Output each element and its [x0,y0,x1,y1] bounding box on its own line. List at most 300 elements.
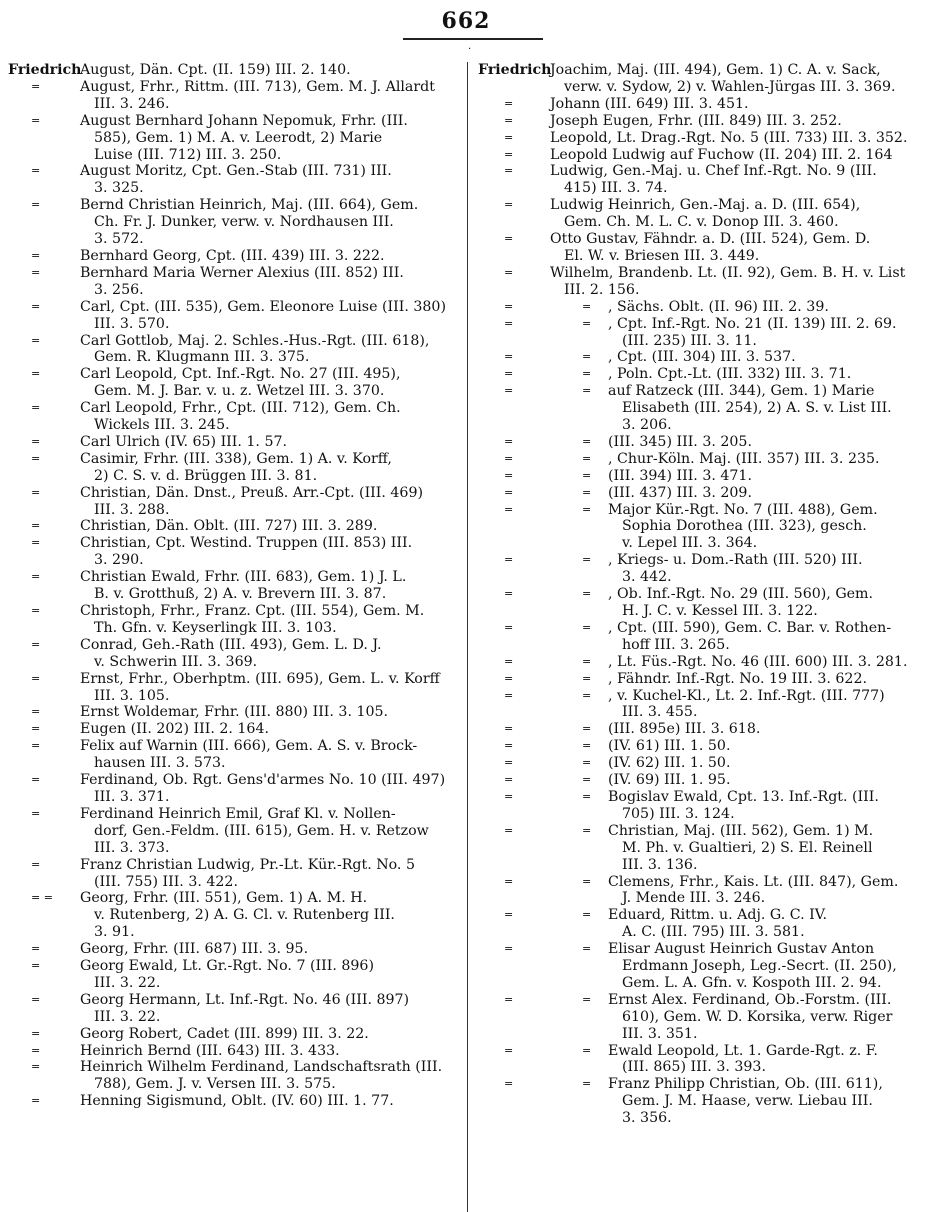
entry-line: auf Ratzeck (III. 344), Gem. 1) Marie [608,383,875,400]
index-entry [8,671,460,705]
entry-line: , Kriegs- u. Dom.-Rath (III. 520) III. [608,552,863,569]
ditto-mark: = [504,654,514,668]
ditto-mark: = [31,1094,41,1108]
entry-line: Carl Leopold, Frhr., Cpt. (III. 712), Gem. Ch. [80,400,401,417]
ditto-mark: = [504,502,514,516]
index-entry [8,163,460,197]
entry-line: (III. 235) III. 3. 11. [622,332,757,349]
index-entry [8,958,460,992]
entry-head: Friedrich [478,62,552,78]
index-entry [8,992,460,1026]
ditto-mark-secondary: = [582,756,592,770]
entry-line: Georg Hermann, Lt. Inf.-Rgt. No. 46 (III. 897) [80,991,410,1008]
ditto-mark: = [504,384,514,398]
entry-line: Carl Ulrich (IV. 65) III. 1. 57. [80,433,288,450]
entry-line: , Ob. Inf.-Rgt. No. 29 (III. 560), Gem. [608,586,874,603]
ditto-mark: = [31,519,41,533]
header-rule [403,38,543,40]
index-entry [8,62,460,79]
page-number: 662 [441,8,491,34]
entry-line: 3. 91. [94,924,135,941]
ditto-mark-secondary: = [582,468,592,482]
header-dot: · [468,44,472,55]
entry-line: Johann (III. 649) III. 3. 451. [550,95,749,112]
index-entry [8,1059,460,1093]
ditto-mark: = [504,874,514,888]
ditto-mark: = [504,620,514,634]
entry-line: Georg, Frhr. (III. 687) III. 3. 95. [80,941,309,958]
entry-line: III. 3. 455. [622,704,698,721]
entry-line: Bogislav Ewald, Cpt. 13. Inf.-Rgt. (III. [608,788,879,805]
ditto-mark: = [31,113,41,127]
ditto-mark: = [504,130,514,144]
entry-line: Sophia Dorothea (III. 323), gesch. [622,518,867,535]
ditto-mark: = [504,164,514,178]
index-entry [478,738,924,755]
entry-line: Eduard, Rittm. u. Adj. G. C. IV. [608,907,828,924]
entry-line: III. 3. 371. [94,788,170,805]
index-entry [478,1076,924,1127]
ditto-mark: = [504,1043,514,1057]
entry-line: III. 3. 351. [622,1025,698,1042]
entry-line: Bernhard Georg, Cpt. (III. 439) III. 3. 222. [80,247,385,264]
entry-line: (IV. 62) III. 1. 50. [608,755,731,772]
ditto-mark: = [31,739,41,753]
entry-head: Friedrich [8,62,82,78]
entry-line: Ferdinand, Ob. Rgt. Gens'd'armes No. 10 (III. 497) [80,772,446,789]
index-entry [478,485,924,502]
ditto-mark: = [31,248,41,262]
entry-line: III. 3. 288. [94,501,170,518]
ditto-mark-secondary: = [582,654,592,668]
index-entry [478,992,924,1043]
entry-line: El. W. v. Briesen III. 3. 449. [564,247,760,264]
entry-line: Bernhard Maria Werner Alexius (III. 852) III. [80,264,404,281]
entry-line: Gem. Ch. M. L. C. v. Donop III. 3. 460. [564,214,839,231]
index-entry [478,1043,924,1077]
index-entry [478,772,924,789]
entry-line: 610), Gem. W. D. Korsika, verw. Riger [622,1008,893,1025]
index-entry [478,468,924,485]
ditto-mark: = [31,722,41,736]
entry-line: Conrad, Geh.-Rath (III. 493), Gem. L. D. J. [80,636,382,653]
entry-line: (IV. 69) III. 1. 95. [608,772,731,789]
index-entry [478,721,924,738]
entry-line: v. Lepel III. 3. 364. [622,535,758,552]
ditto-mark: = [31,992,41,1006]
ditto-mark: = [31,79,41,93]
index-entry [478,231,924,265]
ditto-mark-secondary: = [582,688,592,702]
entry-line: (III. 345) III. 3. 205. [608,433,752,450]
ditto-mark-secondary: = [582,350,592,364]
ditto-mark: = [504,992,514,1006]
index-entry [8,485,460,519]
entry-line: Gem. R. Klugmann III. 3. 375. [94,349,310,366]
ditto-mark-secondary: = [582,1077,592,1091]
entry-line: III. 3. 136. [622,856,698,873]
entry-line: Georg Robert, Cadet (III. 899) III. 3. 22. [80,1025,369,1042]
entry-line: III. 3. 373. [94,839,170,856]
index-entry [8,434,460,451]
ditto-mark: = [31,1026,41,1040]
ditto-mark: = [504,96,514,110]
entry-line: Ernst Alex. Ferdinand, Ob.-Forstm. (III. [608,991,892,1008]
ditto-mark-secondary: = [582,553,592,567]
ditto-mark: = [31,485,41,499]
ditto-mark: = [31,570,41,584]
ditto-mark: = [31,536,41,550]
ditto-mark: = [504,688,514,702]
entry-line: Ch. Fr. J. Dunker, verw. v. Nordhausen III. [94,214,394,231]
index-entry [8,518,460,535]
ditto-mark-secondary: = [582,671,592,685]
entry-line: , Sächs. Oblt. (II. 96) III. 2. 39. [608,298,829,315]
ditto-mark: = = [31,891,53,905]
index-entry [478,147,924,164]
ditto-mark: = [31,1043,41,1057]
entry-line: Leopold Ludwig auf Fuchow (II. 204) III. 2. 164 [550,146,893,163]
entry-line: 415) III. 3. 74. [564,180,668,197]
ditto-mark: = [31,451,41,465]
ditto-mark-secondary: = [582,823,592,837]
index-entry [478,907,924,941]
entry-line: J. Mende III. 3. 246. [622,890,766,907]
ditto-mark-secondary: = [582,992,592,1006]
entry-line: August Moritz, Cpt. Gen.-Stab (III. 731) III. [80,163,392,180]
entry-line: Christoph, Frhr., Franz. Cpt. (III. 554), Gem. M. [80,603,425,619]
index-entry [8,248,460,265]
index-entry [478,96,924,113]
ditto-mark: = [31,333,41,347]
ditto-mark-secondary: = [582,739,592,753]
entry-line: verw. v. Sydow, 2) v. Wahlen-Jürgas III. 3. 369. [564,78,896,95]
entry-line: Luise (III. 712) III. 3. 250. [94,146,282,163]
ditto-mark: = [504,451,514,465]
ditto-mark: = [504,316,514,330]
ditto-mark: = [31,705,41,719]
ditto-mark: = [504,908,514,922]
index-entry [478,671,924,688]
entry-line: Carl, Cpt. (III. 535), Gem. Eleonore Luise (III. 380) [80,298,446,315]
ditto-mark-secondary: = [582,434,592,448]
entry-line: Gem. M. J. Bar. v. u. z. Wetzel III. 3. 370. [94,383,385,400]
index-entry [8,535,460,569]
index-entry [8,333,460,367]
entry-line: Elisar August Heinrich Gustav Anton [608,941,875,958]
entry-line: Ludwig Heinrich, Gen.-Maj. a. D. (III. 654), [550,197,861,214]
entry-line: Gem. J. M. Haase, verw. Liebau III. [622,1093,873,1110]
ditto-mark: = [31,434,41,448]
index-entry [8,569,460,603]
ditto-mark: = [504,722,514,736]
index-entry [478,383,924,434]
entry-line: Eugen (II. 202) III. 2. 164. [80,721,269,738]
entry-line: v. Schwerin III. 3. 369. [94,653,258,670]
index-entry [8,1026,460,1043]
entry-line: August, Dän. Cpt. (II. 159) III. 2. 140. [80,62,351,78]
index-entry [8,1093,460,1110]
ditto-mark-secondary: = [582,384,592,398]
entry-line: Joseph Eugen, Frhr. (III. 849) III. 3. 252. [550,112,842,129]
entry-line: Wickels III. 3. 245. [94,417,230,434]
index-entry [8,637,460,671]
ditto-mark: = [31,401,41,415]
entry-line: Franz Philipp Christian, Ob. (III. 611), [608,1076,883,1093]
index-entry [8,113,460,164]
ditto-mark-secondary: = [582,1043,592,1057]
entry-line: v. Rutenberg, 2) A. G. Cl. v. Rutenberg III. [94,907,395,924]
index-entry [478,789,924,823]
entry-line: Felix auf Warnin (III. 666), Gem. A. S. v. Brock- [80,738,418,755]
entry-line: Georg Ewald, Lt. Gr.-Rgt. No. 7 (III. 896) [80,958,374,975]
entry-line: hoff III. 3. 265. [622,636,730,653]
entry-line: 2) C. S. v. d. Brüggen III. 3. 81. [94,467,318,484]
index-entry [478,265,924,299]
index-entry [8,1043,460,1060]
entry-line: (III. 865) III. 3. 393. [622,1059,766,1076]
entry-line: M. Ph. v. Gualtieri, 2) S. El. Reinell [622,839,873,856]
entry-line: III. 3. 22. [94,974,161,991]
entry-line: , v. Kuchel-Kl., Lt. 2. Inf.-Rgt. (III. 777) [608,687,885,704]
entry-line: Christian, Cpt. Westind. Truppen (III. 853) III. [80,535,413,552]
ditto-mark: = [31,265,41,279]
ditto-mark-secondary: = [582,587,592,601]
entry-line: Henning Sigismund, Oblt. (IV. 60) III. 1. 77. [80,1093,394,1110]
ditto-mark: = [504,299,514,313]
ditto-mark: = [504,789,514,803]
column-divider [467,62,468,1212]
entry-line: Georg, Frhr. (III. 551), Gem. 1) A. M. H. [80,890,368,907]
index-entry [8,772,460,806]
index-entry [8,704,460,721]
ditto-mark: = [504,739,514,753]
entry-line: III. 3. 22. [94,1008,161,1025]
index-entry [478,130,924,147]
entry-line: , Fähndr. Inf.-Rgt. No. 19 III. 3. 622. [608,670,867,687]
ditto-mark: = [504,587,514,601]
ditto-mark: = [31,198,41,212]
index-entry [8,941,460,958]
ditto-mark-secondary: = [582,316,592,330]
ditto-mark-secondary: = [582,942,592,956]
ditto-mark: = [504,773,514,787]
ditto-mark-secondary: = [582,485,592,499]
entry-line: (IV. 61) III. 1. 50. [608,738,731,755]
entry-line: (III. 394) III. 3. 471. [608,467,752,484]
entry-line: 788), Gem. J. v. Versen III. 3. 575. [94,1076,336,1093]
index-entry [478,299,924,316]
entry-line: Ewald Leopold, Lt. 1. Garde-Rgt. z. F. [608,1042,878,1059]
ditto-mark-secondary: = [582,299,592,313]
entry-line: A. C. (III. 795) III. 3. 581. [622,924,805,941]
entry-line: H. J. C. v. Kessel III. 3. 122. [622,603,818,619]
ditto-mark: = [31,637,41,651]
entry-line: Christian, Maj. (III. 562), Gem. 1) M. [608,822,874,839]
index-entry [8,400,460,434]
index-entry [8,806,460,857]
index-entry [8,451,460,485]
index-entry [8,299,460,333]
ditto-mark: = [504,147,514,161]
entry-line: 3. 442. [622,569,672,586]
ditto-mark: = [504,113,514,127]
index-entry [8,857,460,891]
index-entry [478,654,924,671]
entry-line: hausen III. 3. 573. [94,755,226,772]
entry-line: (III. 895e) III. 3. 618. [608,721,761,738]
ditto-mark: = [504,942,514,956]
ditto-mark: = [31,773,41,787]
index-entry [478,586,924,620]
ditto-mark-secondary: = [582,502,592,516]
entry-line: Ferdinand Heinrich Emil, Graf Kl. v. Nollen- [80,805,396,822]
entry-line: B. v. Grotthuß, 2) A. v. Brevern III. 3. 87. [94,586,387,603]
ditto-mark-secondary: = [582,620,592,634]
entry-line: Gem. L. A. Gfn. v. Kospoth III. 2. 94. [622,974,882,991]
index-entry [478,197,924,231]
entry-line: Christian, Dän. Dnst., Preuß. Arr.-Cpt. (III. 469) [80,484,424,501]
entry-line: Joachim, Maj. (III. 494), Gem. 1) C. A. v. Sack, [550,62,881,78]
ditto-mark: = [31,1060,41,1074]
index-entry [478,113,924,130]
ditto-mark: = [31,164,41,178]
index-entry [478,874,924,908]
entry-line: Franz Christian Ludwig, Pr.-Lt. Kür.-Rgt. No. 5 [80,856,415,873]
ditto-mark: = [504,232,514,246]
ditto-mark: = [31,671,41,685]
ditto-mark: = [504,1077,514,1091]
ditto-mark: = [31,367,41,381]
ditto-mark: = [504,671,514,685]
entry-line: Carl Leopold, Cpt. Inf.-Rgt. No. 27 (III. 495), [80,366,401,383]
entry-line: III. 2. 156. [564,281,640,298]
entry-line: August Bernhard Johann Nepomuk, Frhr. (III. [80,112,408,129]
ditto-mark: = [31,942,41,956]
entry-line: , Chur-Köln. Maj. (III. 357) III. 3. 235. [608,450,880,467]
entry-line: Ernst Woldemar, Frhr. (III. 880) III. 3. 105. [80,704,389,721]
ditto-mark: = [31,299,41,313]
entry-line: Elisabeth (III. 254), 2) A. S. v. List III. [622,400,892,417]
entry-line: 3. 256. [94,281,144,298]
index-entry [478,823,924,874]
ditto-mark-secondary: = [582,773,592,787]
index-entry [478,434,924,451]
entry-line: dorf, Gen.-Feldm. (III. 615), Gem. H. v. Retzow [94,822,429,839]
ditto-mark-secondary: = [582,722,592,736]
index-entry [478,316,924,350]
entry-line: August, Frhr., Rittm. (III. 713), Gem. M. J. Allardt [80,78,435,95]
ditto-mark-secondary: = [582,367,592,381]
index-entry [8,603,460,637]
ditto-mark: = [31,604,41,617]
entry-line: Ludwig, Gen.-Maj. u. Chef Inf.-Rgt. No. 9 (III. [550,163,877,180]
entry-line: Leopold, Lt. Drag.-Rgt. No. 5 (III. 733) III. 3. 352. [550,129,908,146]
index-entry [478,941,924,992]
ditto-mark-secondary: = [582,451,592,465]
index-entry [478,620,924,654]
ditto-mark-secondary: = [582,789,592,803]
entry-line: Carl Gottlob, Maj. 2. Schles.-Hus.-Rgt. (III. 618), [80,332,430,349]
index-entry [8,721,460,738]
ditto-mark: = [504,485,514,499]
entry-line: , Cpt. Inf.-Rgt. No. 21 (II. 139) III. 2. 69. [608,315,897,332]
right-column [478,62,924,1127]
index-entry [478,366,924,383]
entry-line: (III. 437) III. 3. 209. [608,484,752,501]
ditto-mark: = [504,350,514,364]
entry-line: Bernd Christian Heinrich, Maj. (III. 664), Gem. [80,197,419,214]
entry-line: Christian, Dän. Oblt. (III. 727) III. 3. 289. [80,518,378,535]
index-entry [478,688,924,722]
ditto-mark: = [504,468,514,482]
entry-line: 3. 325. [94,180,144,197]
entry-line: 705) III. 3. 124. [622,805,735,822]
entry-line: , Poln. Cpt.-Lt. (III. 332) III. 3. 71. [608,366,852,383]
ditto-mark: = [504,823,514,837]
index-entry [8,738,460,772]
ditto-mark-secondary: = [582,908,592,922]
entry-line: Heinrich Wilhelm Ferdinand, Landschaftsrath (III. [80,1059,443,1076]
entry-line: 585), Gem. 1) M. A. v. Leerodt, 2) Marie [94,129,383,146]
index-entry [478,349,924,366]
entry-line: Otto Gustav, Fähndr. a. D. (III. 524), Gem. D. [550,231,871,248]
entry-line: Christian Ewald, Frhr. (III. 683), Gem. 1) J. L. [80,569,407,586]
ditto-mark: = [504,553,514,567]
entry-line: Major Kür.-Rgt. No. 7 (III. 488), Gem. [608,501,878,518]
ditto-mark: = [504,265,514,279]
ditto-mark: = [504,434,514,448]
entry-line: Th. Gfn. v. Keyserlingk III. 3. 103. [94,619,337,636]
entry-line: Heinrich Bernd (III. 643) III. 3. 433. [80,1042,340,1059]
ditto-mark: = [504,367,514,381]
entry-line: 3. 206. [622,417,672,434]
entry-line: III. 3. 570. [94,315,170,332]
index-entry [8,265,460,299]
ditto-mark: = [504,756,514,770]
entry-line: Wilhelm, Brandenb. Lt. (II. 92), Gem. B. H. v. List [550,264,906,281]
ditto-mark: = [31,959,41,973]
ditto-mark-secondary: = [582,874,592,888]
entry-line: Casimir, Frhr. (III. 338), Gem. 1) A. v. Korff, [80,450,392,467]
entry-line: , Lt. Füs.-Rgt. No. 46 (III. 600) III. 3. 281. [608,653,908,670]
index-entry [478,451,924,468]
ditto-mark: = [504,198,514,212]
entry-line: (III. 755) III. 3. 422. [94,873,238,890]
index-entry [8,890,460,941]
entry-line: 3. 356. [622,1110,672,1127]
entry-line: , Cpt. (III. 590), Gem. C. Bar. v. Rothen- [608,619,892,636]
entry-line: 3. 290. [94,552,144,569]
index-entry [8,366,460,400]
entry-line: , Cpt. (III. 304) III. 3. 537. [608,349,796,366]
index-entry [8,197,460,248]
entry-line: 3. 572. [94,231,144,248]
entry-line: III. 3. 105. [94,687,170,704]
index-entry [478,62,924,96]
index-entry [478,163,924,197]
entry-line: Ernst, Frhr., Oberhptm. (III. 695), Gem. L. v. Korff [80,670,440,687]
index-entry [478,502,924,553]
entry-line: Erdmann Joseph, Leg.-Secrt. (II. 250), [622,958,897,975]
entry-line: III. 3. 246. [94,95,170,112]
index-entry [478,552,924,586]
entry-line: Clemens, Frhr., Kais. Lt. (III. 847), Gem. [608,873,899,890]
ditto-mark: = [31,857,41,871]
ditto-mark: = [31,806,41,820]
index-entry [8,79,460,113]
left-column [8,62,460,1110]
